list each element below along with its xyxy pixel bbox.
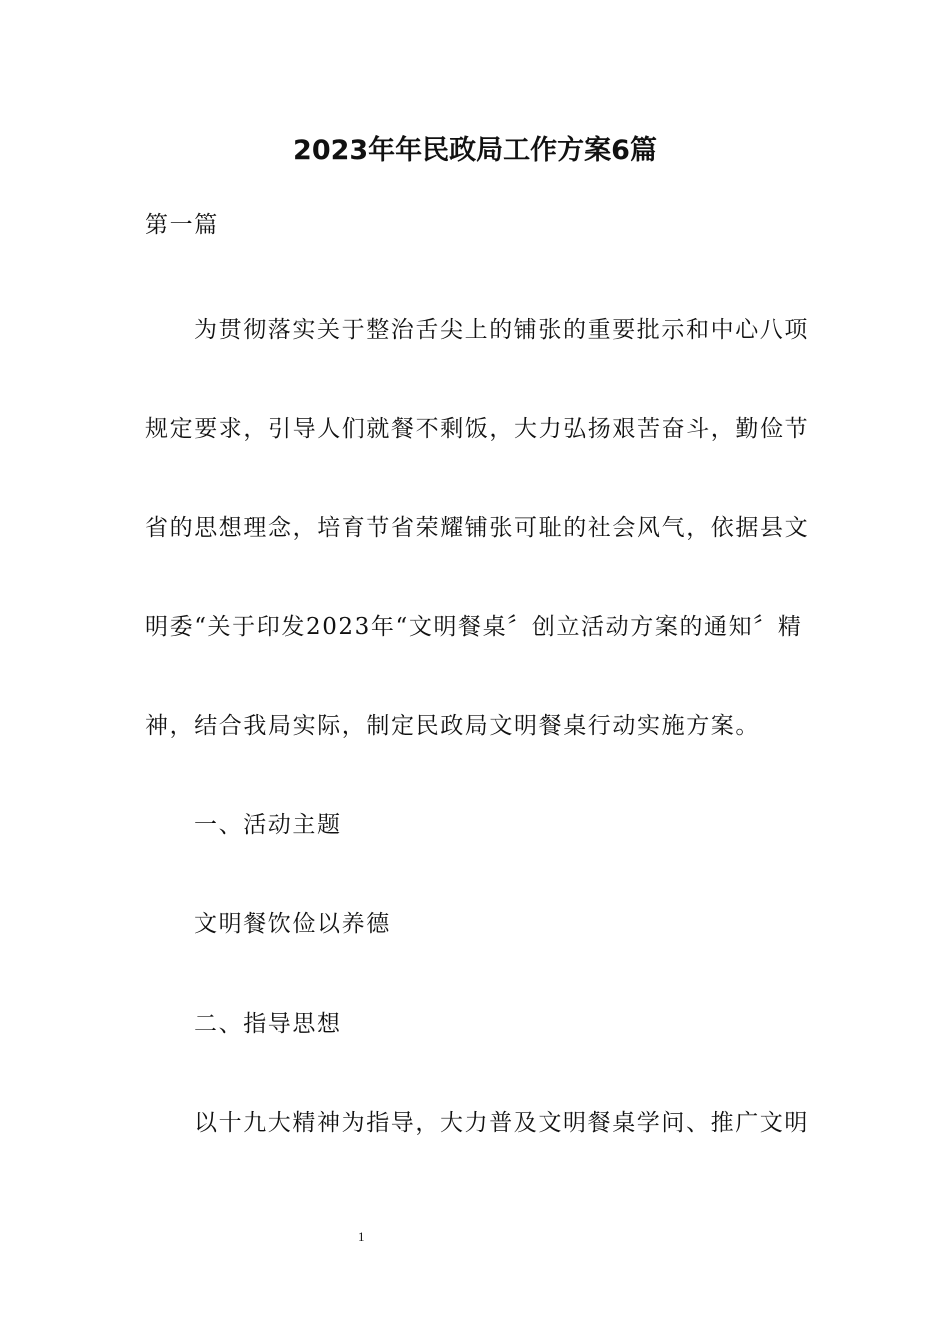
theme-text: 文明餐饮俭以养德 xyxy=(194,911,391,937)
paragraph-line-5: 神，结合我局实际，制定民政局文明餐桌行动实施方案。 xyxy=(145,713,760,739)
paragraph-line-6: 以十九大精神为指导，大力普及文明餐桌学问、推广文明 xyxy=(194,1110,809,1136)
section-label: 第一篇 xyxy=(145,212,219,238)
document-title: 2023年年民政局工作方案6篇 xyxy=(293,135,657,166)
paragraph-line-4: 明委“关于印发2023年“文明餐桌〞创立活动方案的通知〞精 xyxy=(145,614,803,640)
section-heading-guiding-thought: 二、指导思想 xyxy=(194,1011,342,1037)
page-number: 1 xyxy=(358,1229,365,1244)
section-heading-theme: 一、活动主题 xyxy=(194,812,342,838)
paragraph-line-3: 省的思想理念，培育节省荣耀铺张可耻的社会风气，依据县文 xyxy=(145,515,810,541)
paragraph-line-1: 为贯彻落实关于整治舌尖上的铺张的重要批示和中心八项 xyxy=(194,317,809,343)
paragraph-line-2: 规定要求，引导人们就餐不剩饭，大力弘扬艰苦奋斗，勤俭节 xyxy=(145,416,810,442)
